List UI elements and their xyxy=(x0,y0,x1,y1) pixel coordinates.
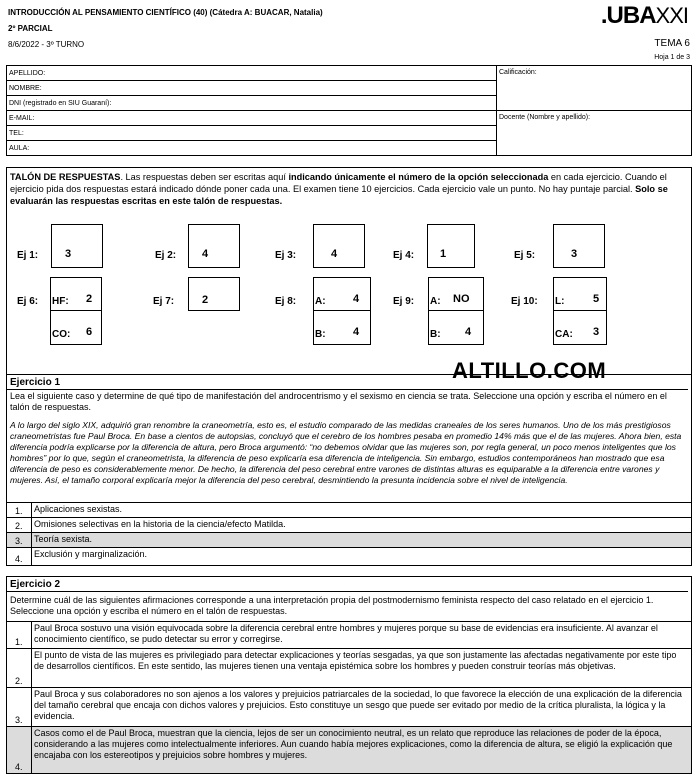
option-text: Teoría sexista. xyxy=(34,534,93,544)
option-number: 1. xyxy=(15,637,23,647)
ej10-l-label: L: xyxy=(555,296,565,307)
apellido-field[interactable]: APELLIDO: xyxy=(7,66,497,81)
option-number-cell xyxy=(7,548,32,565)
docente-field[interactable]: Docente (Nombre y apellido): xyxy=(497,111,692,156)
ejercicio-1-statement: Lea el siguiente caso y determine de qué tipo de manifestación del androcentrismo y el sexismo en ciencia se trata. Seleccione una opción y escriba el número en el talón de respuestas. xyxy=(7,389,688,413)
ej2-answer-box[interactable] xyxy=(188,224,240,268)
ej8-b-label: B: xyxy=(315,329,326,340)
ej10-ca-label: CA: xyxy=(555,329,573,340)
exam-date: 8/6/2022 - 3º TURNO xyxy=(8,40,85,49)
ej6-divider xyxy=(50,310,101,311)
option-text: Paul Broca y sus colaboradores no son ajenos a los valores y prejuicios patriarcales de la sociedad, lo que favorece la elección de una explicación de la diferencia del tamaño cerebral que encaja con dichos valores y prejuicios. Esto constituye un sesgo que puede ser evitado por medio de la crítica pluralista, la lógica y la evidencia. xyxy=(34,689,682,721)
ejercicio-1 xyxy=(6,374,692,566)
ej9-label: Ej 9: xyxy=(393,296,415,307)
ejercicio-1-case-text: A lo largo del siglo XIX, adquirió gran renombre la craneometría, esto es, el estudio comparado de las medidas craneales de los seres humanos. Uno de los más prestigiosos craneometristas fue Paul Broca. En base a cientos de autopsias, concluyó que el cerebro de los hombres pesaba en promedio 14% más que el de las mujeres. Ahora bien, esta diferencia podría explicarse por la diferencia de altura, pero Broca argumentó: “no debemos olvidar que las mujeres son, por regla general, un poco menos inteligentes que los hombres” por lo que, según el craneometrista, la diferencia de peso explicaría esa diferencia de inteligencia. Sin embargo, estudios contemporáneos han mostrado que esa diferencia de peso es considerablemente menor. De hecho, la diferencia del peso cerebral entre varones de distintas alturas es equiparable a la diferencia entre varones y mujeres. Así, el tamaño corporal explicaría mejor la diferencia del peso cerebral, desmintiendo la presunta incidencia sobre el nivel de inteligencia. xyxy=(10,420,682,485)
ej6-hf-answer: 2 xyxy=(86,293,93,305)
option-text: Omisiones selectivas en la historia de la ciencia/efecto Matilda. xyxy=(34,519,286,529)
ej4-answer: 1 xyxy=(440,248,447,260)
option-text: El punto de vista de las mujeres es privilegiado para detectar explicaciones y teorías sesgadas, ya que son justamente las afectadas negativamente por este tipo de desarrollos científicos. En este sentido, las mujeres tienen una ventaja epistémica sobre los hombres y pueden construir teorías más objetivas. xyxy=(34,650,677,671)
ej3-label: Ej 3: xyxy=(275,250,297,261)
ej1-answer: 3 xyxy=(65,248,72,260)
tema-label: TEMA 6 xyxy=(654,38,690,49)
option-number: 4. xyxy=(15,554,23,564)
ej8-a-label: A: xyxy=(315,296,326,307)
ej1-option-3[interactable] xyxy=(7,532,691,547)
option-text: Exclusión y marginalización. xyxy=(34,549,148,559)
ejercicio-2-statement: Determine cuál de las siguientes afirmaciones corresponde a una interpretación propia del postmodernismo feminista respecto del caso relatado en el ejercicio 1. Seleccione una opción y escriba el número en el talón de respuestas. xyxy=(7,591,688,617)
logo-uba-text: .UBA xyxy=(600,2,656,29)
page-counter: Hoja 1 de 3 xyxy=(654,54,690,61)
ej7-answer-box[interactable] xyxy=(188,277,240,311)
instructions-bold2: Solo se evaluarán las respuestas escritas en este talón de respuestas. xyxy=(10,184,668,206)
exam-parcial: 2º PARCIAL xyxy=(8,24,53,33)
ej2-answer: 4 xyxy=(202,248,209,260)
ej2-label: Ej 2: xyxy=(155,250,177,261)
ej6-co-answer: 6 xyxy=(86,326,93,338)
ej10-l-answer: 5 xyxy=(593,293,600,305)
option-number: 3. xyxy=(15,715,23,725)
ej8-b-answer: 4 xyxy=(353,326,360,338)
option-number: 4. xyxy=(15,762,23,772)
ej1-option-2[interactable] xyxy=(7,517,691,532)
option-number-cell xyxy=(7,688,32,726)
ej6-co-label: CO: xyxy=(52,329,71,340)
option-number-cell xyxy=(7,649,32,687)
option-number: 2. xyxy=(15,521,23,531)
dni-field[interactable]: DNI (registrado en SIU Guaraní): xyxy=(7,96,497,111)
ej8-a-answer: 4 xyxy=(353,293,360,305)
ej2-option-2[interactable] xyxy=(7,648,691,687)
ej1-option-4[interactable] xyxy=(7,547,691,565)
ejercicio-2-title: Ejercicio 2 xyxy=(10,579,61,590)
student-info-table xyxy=(6,65,692,156)
aula-field[interactable]: AULA: xyxy=(7,141,497,156)
ej3-answer-box[interactable] xyxy=(313,224,365,268)
option-number: 2. xyxy=(15,676,23,686)
option-text: Paul Broca sostuvo una visión equivocada sobre la diferencia cerebral entre hombres y mujeres porque su base de evidencias era insuficiente. Al avanzar el conocimiento científico, se pudo detectar su error y corregirse. xyxy=(34,623,658,644)
ej6-hf-label: HF: xyxy=(52,296,69,307)
ej6-label: Ej 6: xyxy=(17,296,39,307)
ejercicio-2 xyxy=(6,576,692,774)
ej10-ca-answer: 3 xyxy=(593,326,600,338)
option-number-cell xyxy=(7,727,32,773)
ejercicio-1-title: Ejercicio 1 xyxy=(10,377,61,388)
ej9-a-answer: NO xyxy=(453,293,470,305)
ej5-label: Ej 5: xyxy=(514,250,536,261)
ej7-answer: 2 xyxy=(202,294,209,306)
ej9-divider xyxy=(428,310,483,311)
ej1-answer-box[interactable] xyxy=(51,224,103,268)
option-number-cell xyxy=(7,533,32,547)
answer-sheet-instructions xyxy=(10,171,685,207)
option-text: Aplicaciones sexistas. xyxy=(34,504,123,514)
option-number: 3. xyxy=(15,536,23,546)
option-number: 1. xyxy=(15,506,23,516)
exam-title: INTRODUCCIÓN AL PENSAMIENTO CIENTÍFICO (40) (Cátedra A: BUACAR, Natalia) xyxy=(8,8,323,17)
ej9-b-label: B: xyxy=(430,329,441,340)
ej8-label: Ej 8: xyxy=(275,296,297,307)
instructions-part1: . Las respuestas deben ser escritas aquí xyxy=(120,172,289,182)
ej2-option-4[interactable] xyxy=(7,726,691,773)
nombre-field[interactable]: NOMBRE: xyxy=(7,81,497,96)
ej10-divider xyxy=(553,310,606,311)
altillo-watermark: ALTILLO.COM xyxy=(452,358,607,383)
ej10-label: Ej 10: xyxy=(511,296,538,307)
option-text: Casos como el de Paul Broca, muestran que la ciencia, lejos de ser un conocimiento neutral, es un relato que reproduce las relaciones de poder de la época, considerando a las mujeres como intelectualmente inferiores. Aun cuando había mejores explicaciones, como la diferencia de altura, se eligió la explicación que encajaba con los estereotipos y prejuicios sobre hombres y mujeres. xyxy=(34,728,673,760)
ej4-answer-box[interactable] xyxy=(427,224,475,268)
ej8-divider xyxy=(313,310,370,311)
logo-xxi-text: XXI xyxy=(655,3,688,28)
ej4-label: Ej 4: xyxy=(393,250,415,261)
ej5-answer: 3 xyxy=(571,248,578,260)
option-number-cell xyxy=(7,503,32,517)
answer-sheet-heading: TALÓN DE RESPUESTAS xyxy=(10,172,121,182)
ej9-a-label: A: xyxy=(430,296,441,307)
email-field[interactable]: E-MAIL: xyxy=(7,111,497,126)
option-number-cell xyxy=(7,622,32,648)
ej7-label: Ej 7: xyxy=(153,296,175,307)
option-number-cell xyxy=(7,518,32,532)
calificacion-field[interactable]: Calificación: xyxy=(497,66,692,111)
ej2-option-3[interactable] xyxy=(7,687,691,726)
ej2-option-1[interactable] xyxy=(7,621,691,648)
uba-xxi-logo xyxy=(601,2,688,30)
instructions-part2: en cada ejercicio. Cuando el ejercicio pida dos respuestas estará indicado dónde poner cada una. El examen tiene 10 ejercicios. Cada ejercicio vale un punto. No hay puntaje parcial. xyxy=(10,172,667,194)
tel-field[interactable]: TEL: xyxy=(7,126,497,141)
instructions-bold1: indicando únicamente el número de la opción seleccionada xyxy=(288,172,549,182)
ej1-label: Ej 1: xyxy=(17,250,39,261)
answer-sheet xyxy=(6,167,692,375)
ej9-b-answer: 4 xyxy=(465,326,472,338)
ej1-option-1[interactable] xyxy=(7,502,691,517)
ej3-answer: 4 xyxy=(331,248,338,260)
ej5-answer-box[interactable] xyxy=(553,224,605,268)
